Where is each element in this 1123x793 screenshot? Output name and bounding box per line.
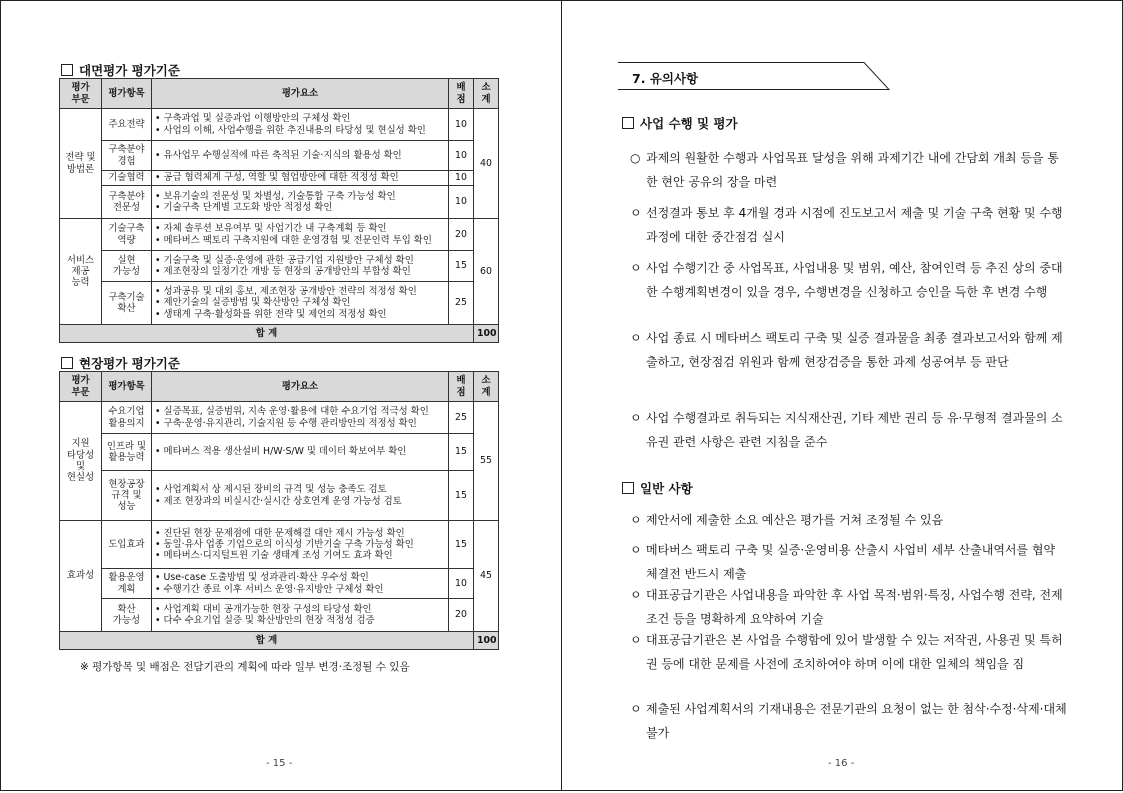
element-bullet: • 메타버스·디지털트윈 기술 생태계 조성 기여도 효과 확인: [155, 550, 445, 561]
page-number-right: - 16 -: [828, 758, 855, 769]
list-item-text: 메타버스 팩토리 구축 및 실증·운영비용 산출시 사업비 세부 산출내역서를 협약 체결전 반드시 제출: [646, 543, 1056, 581]
table-row: [60, 569, 499, 599]
table-row: [60, 171, 499, 186]
element-bullet: • 메타버스 팩토리 구축지원에 대한 운영경험 및 전문인력 투입 확인: [155, 235, 445, 246]
evaluation-table-onsite: [59, 371, 499, 650]
table-row: [60, 599, 499, 632]
element-bullet: • 사업의 이해, 사업수행을 위한 추진내용의 타당성 및 현실성 확인: [155, 125, 445, 136]
item-cell: 기술구축 역량: [102, 219, 152, 251]
list-item: [630, 583, 1070, 631]
element-bullet: • 메타버스 적용 생산설비 H/W·S/W 및 데이터 확보여부 확인: [155, 446, 445, 457]
page-number-left: - 15 -: [266, 758, 293, 769]
element-bullet: • 보유기술의 전문성 및 차별성, 기술통합 구축 가능성 확인: [155, 191, 445, 202]
item-cell: 실현 가능성: [102, 251, 152, 282]
list-item-text: 사업 수행결과로 취득되는 지식재산권, 기타 제반 권리 등 유·무형적 결과물의 소유권 관련 사항은 관련 지침을 준수: [646, 411, 1063, 449]
element-bullet: • 실증목표, 실증범위, 지속 운영·활용에 대한 수요기업 적극성 확인: [155, 406, 445, 417]
elements-cell: [152, 434, 449, 471]
list-item: [630, 697, 1070, 745]
elements-cell: [152, 141, 449, 171]
element-bullet: • 제조 현장과의 비실시간·실시간 상호연계 운영 가능성 검토: [155, 496, 445, 507]
bullet-marker: ㅇ: [630, 411, 642, 425]
item-cell: 주요전략: [102, 109, 152, 141]
item-cell: 현장공장 규격 및 성능: [102, 471, 152, 521]
table-row: [60, 219, 499, 251]
element-bullet: • 기술구축 및 실증·운영에 관한 공급기업 지원방안 구체성 확인: [155, 255, 445, 266]
elements-cell: [152, 251, 449, 282]
table2-heading: 현장평가 평가기준: [61, 354, 180, 372]
score-cell: 15: [449, 434, 474, 471]
subtotal-cell: 55: [474, 402, 499, 521]
elements-cell: [152, 109, 449, 141]
element-bullet: • 진단된 현장 문제점에 대한 문제해결 대안 제시 가능성 확인: [155, 528, 445, 539]
table1-heading: 대면평가 평가기준: [61, 61, 180, 79]
bullet-marker: ㅇ: [630, 633, 642, 647]
table-row: [60, 109, 499, 141]
element-bullet: • 생태계 구축·활성화를 위한 전략 및 제언의 적정성 확인: [155, 309, 445, 320]
item-cell: 도입효과: [102, 521, 152, 569]
table-row: [60, 521, 499, 569]
total-row: [60, 325, 499, 343]
list-item-text: 대표공급기관은 사업내용을 파악한 후 사업 목적·범위·특징, 사업수행 전략, 전제조건 등을 명확하게 요약하여 기술: [646, 588, 1063, 626]
element-bullet: • 동일·유사 업종 기업으로의 이식성 기반기술 구축 가능성 확인: [155, 539, 445, 550]
list-item: [630, 201, 1070, 249]
score-cell: 15: [449, 521, 474, 569]
element-bullet: • 자체 솔루션 보유여부 및 사업기간 내 구축계획 등 확인: [155, 223, 445, 234]
section-title-box: [618, 62, 890, 90]
list-item-text: 과제의 원활한 수행과 사업목표 달성을 위해 과제기간 내에 간담회 개최 등을 통한 현안 공유의 장을 마련: [646, 151, 1059, 189]
table-header-row: [60, 79, 499, 109]
header-elements: 평가요소: [152, 79, 449, 109]
bullet-marker: ○: [630, 151, 641, 165]
bullet-marker: ㅇ: [630, 261, 642, 275]
element-bullet: • 사업계획서 상 제시된 장비의 규격 및 성능 충족도 검토: [155, 484, 445, 495]
note-text: ※ 평가항목 및 배점은 전담기관의 계획에 따라 일부 변경·조정될 수 있음: [80, 661, 410, 673]
score-cell: 25: [449, 402, 474, 434]
list-item: [630, 326, 1070, 374]
table-row: [60, 186, 499, 219]
elements-cell: [152, 599, 449, 632]
item-cell: 구축분야 전문성: [102, 186, 152, 219]
list-item-text: 대표공급기관은 본 사업을 수행함에 있어 발생할 수 있는 저작권, 사용권 및 특허권 등에 대한 문제를 사전에 조치하여야 하며 이에 대한 일체의 책임을 짐: [646, 633, 1063, 671]
section-title: 7. 유의사항: [632, 71, 699, 86]
list-item: [630, 538, 1070, 586]
table-row: [60, 251, 499, 282]
total-label: 합 계: [60, 632, 474, 650]
checkbox-square-icon: [61, 357, 73, 369]
score-cell: 10: [449, 186, 474, 219]
checkbox-square-icon: [61, 64, 73, 76]
element-bullet: • 제안기술의 실증방법 및 확산방안 구체성 확인: [155, 297, 445, 308]
list-item-text: 제안서에 제출한 소요 예산은 평가를 거쳐 조정될 수 있음: [646, 513, 944, 527]
table-row: [60, 141, 499, 171]
header-item: 평가항목: [102, 372, 152, 402]
score-cell: 10: [449, 171, 474, 186]
total-label: 합 계: [60, 325, 474, 343]
list-item: [630, 628, 1070, 676]
element-bullet: • 수행기간 종료 이후 서비스 운영·유지방안 구체성 확인: [155, 584, 445, 595]
element-bullet: • 유사업무 수행실적에 따른 축적된 기술·지식의 활용성 확인: [155, 150, 445, 161]
element-bullet: • Use-case 도출방법 및 성과관리·확산 우수성 확인: [155, 572, 445, 583]
checkbox-square-icon: [622, 117, 634, 129]
evaluation-table-interview: [59, 78, 499, 343]
element-bullet: • 공급 협력체계 구성, 역할 및 협업방안에 대한 적정성 확인: [155, 172, 445, 183]
header-score: 배점: [449, 79, 474, 109]
header-item: 평가항목: [102, 79, 152, 109]
header-score: 배점: [449, 372, 474, 402]
elements-cell: [152, 521, 449, 569]
item-cell: 인프라 및 활용능력: [102, 434, 152, 471]
elements-cell: [152, 569, 449, 599]
elements-cell: [152, 171, 449, 186]
item-cell: 구축기술 확산: [102, 282, 152, 325]
table-row: [60, 402, 499, 434]
header-subtotal: 소계: [474, 79, 499, 109]
score-cell: 10: [449, 569, 474, 599]
element-bullet: • 다수 수요기업 실증 및 확산방안의 현장 적정성 검증: [155, 615, 445, 626]
bullet-marker: ㅇ: [630, 206, 642, 220]
element-bullet: • 기술구축 단계별 고도화 방안 적정성 확인: [155, 202, 445, 213]
table-row: [60, 282, 499, 325]
item-cell: 수요기업 활용의지: [102, 402, 152, 434]
list-item-text: 사업 수행기간 중 사업목표, 사업내용 및 범위, 예산, 참여인력 등 추진 상의 중대한 수행계획변경이 있을 경우, 수행변경을 신청하고 승인을 득한 후 변경 수행: [646, 261, 1063, 299]
subtotal-cell: 45: [474, 521, 499, 632]
score-cell: 10: [449, 109, 474, 141]
header-elements: 평가요소: [152, 372, 449, 402]
elements-cell: [152, 471, 449, 521]
table-row: [60, 434, 499, 471]
header-category: 평가 부문: [60, 372, 102, 402]
bullet-marker: ㅇ: [630, 331, 642, 345]
score-cell: 20: [449, 599, 474, 632]
total-value: 100: [474, 325, 499, 343]
list-item: [630, 508, 1070, 532]
score-cell: 15: [449, 471, 474, 521]
bullet-marker: ㅇ: [630, 702, 642, 716]
item-cell: 확산 가능성: [102, 599, 152, 632]
list-item: [630, 406, 1070, 454]
list-item: [630, 146, 1070, 194]
sub1-heading: 사업 수행 및 평가: [622, 114, 738, 132]
element-bullet: • 사업계획 대비 공개가능한 현장 구성의 타당성 확인: [155, 604, 445, 615]
item-cell: 활용운영 계획: [102, 569, 152, 599]
header-category: 평가 부문: [60, 79, 102, 109]
category-cell: 서비스 제공 능력: [60, 219, 102, 325]
total-value: 100: [474, 632, 499, 650]
bullet-marker: ㅇ: [630, 513, 642, 527]
score-cell: 10: [449, 141, 474, 171]
elements-cell: [152, 219, 449, 251]
element-bullet: • 성과공유 및 대외 홍보, 제조현장 공개방안 전략의 적정성 확인: [155, 286, 445, 297]
table-row: [60, 471, 499, 521]
elements-cell: [152, 282, 449, 325]
list-item-text: 제출된 사업계획서의 기재내용은 전문기관의 요청이 없는 한 첨삭·수정·삭제·대체 불가: [646, 702, 1067, 740]
bullet-marker: ㅇ: [630, 543, 642, 557]
score-cell: 25: [449, 282, 474, 325]
list-item-text: 선정결과 통보 후 4개월 경과 시점에 진도보고서 제출 및 기술 구축 현황 및 수행과정에 대한 중간점검 실시: [646, 206, 1063, 244]
sub2-heading: 일반 사항: [622, 479, 693, 497]
item-cell: 구축분야 경험: [102, 141, 152, 171]
header-subtotal: 소계: [474, 372, 499, 402]
elements-cell: [152, 402, 449, 434]
subtotal-cell: 60: [474, 219, 499, 325]
bullet-marker: ㅇ: [630, 588, 642, 602]
score-cell: 15: [449, 251, 474, 282]
total-row: [60, 632, 499, 650]
score-cell: 20: [449, 219, 474, 251]
list-item: [630, 256, 1070, 304]
element-bullet: • 제조현장의 일정기간 개방 등 현장의 공개방안의 부합성 확인: [155, 266, 445, 277]
list-item-text: 사업 종료 시 메타버스 팩토리 구축 및 실증 결과물을 최종 결과보고서와 함께 제출하고, 현장점검 위원과 함께 현장검증을 통한 과제 성공여부 등 판단: [646, 331, 1063, 369]
checkbox-square-icon: [622, 482, 634, 494]
element-bullet: • 구축·운영·유지관리, 기술지원 등 수행 관리방안의 적정성 확인: [155, 418, 445, 429]
category-cell: 전략 및 방법론: [60, 109, 102, 219]
category-cell: 효과성: [60, 521, 102, 632]
elements-cell: [152, 186, 449, 219]
item-cell: 기술협력: [102, 171, 152, 186]
table-header-row: [60, 372, 499, 402]
element-bullet: • 구축과업 및 실증과업 이행방안의 구체성 확인: [155, 113, 445, 124]
subtotal-cell: 40: [474, 109, 499, 219]
category-cell: 지원 타당성 및 현실성: [60, 402, 102, 521]
